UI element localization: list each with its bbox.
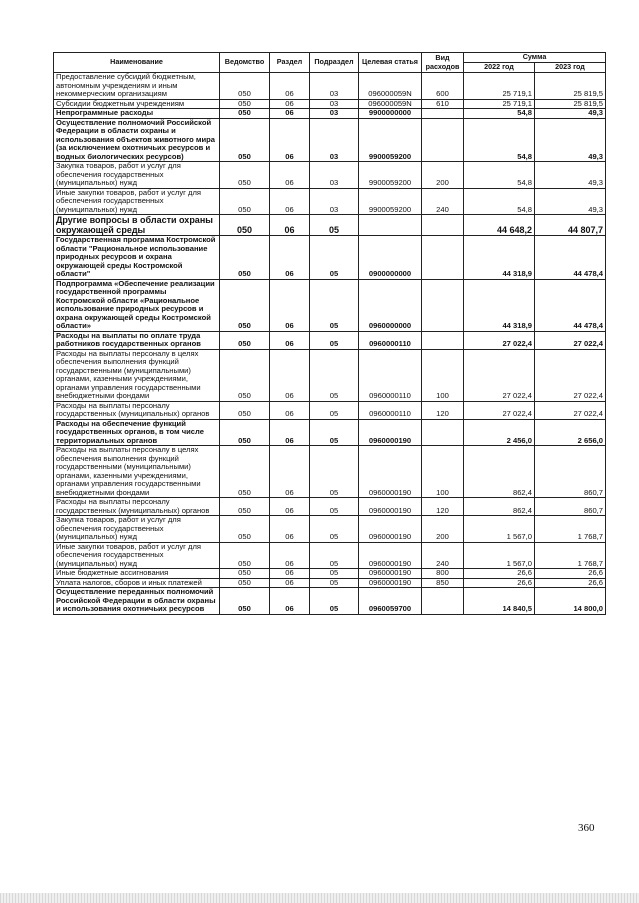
header-2022: 2022 год [464, 63, 535, 73]
table-row [54, 109, 606, 119]
row-target: 9900059200 [359, 162, 422, 189]
row-sum-2023: 1 768,7 [535, 542, 606, 569]
row-target: 0960000190 [359, 569, 422, 579]
row-razdel: 06 [270, 109, 310, 119]
row-vedomstvo: 050 [220, 349, 270, 401]
row-vedomstvo: 050 [220, 578, 270, 588]
row-target: 0960000190 [359, 446, 422, 498]
row-vedomstvo: 050 [220, 162, 270, 189]
row-sum-2023: 860,7 [535, 498, 606, 516]
row-target: 0960059700 [359, 588, 422, 615]
row-sum-2022: 54,8 [464, 118, 535, 162]
row-sum-2022: 44 318,9 [464, 279, 535, 331]
row-name: Закупка товаров, работ и услуг для обеспечения государственных (муниципальных) нужд [54, 162, 220, 189]
row-sum-2023: 2 656,0 [535, 419, 606, 446]
row-podrazdel: 05 [310, 588, 359, 615]
header-razdel: Раздел [270, 53, 310, 73]
row-podrazdel: 05 [310, 279, 359, 331]
row-name: Государственная программа Костромской области "Рациональное использование природных ресурсов и охрана окружающей среды Костромской области" [54, 236, 220, 280]
row-vid: 800 [422, 569, 464, 579]
header-vedomstvo: Ведомство [220, 53, 270, 73]
row-sum-2023: 49,3 [535, 162, 606, 189]
row-sum-2022: 25 719,1 [464, 73, 535, 100]
table-row [54, 419, 606, 446]
row-name: Расходы на выплаты персоналу в целях обеспечения выполнения функций государственными (муниципальными) органами, казенными учреждениями, органами управления государственными внебюджетными фондами [54, 349, 220, 401]
row-sum-2023: 49,3 [535, 118, 606, 162]
row-target: 9900059200 [359, 188, 422, 215]
row-razdel: 06 [270, 401, 310, 419]
row-razdel: 06 [270, 578, 310, 588]
row-podrazdel: 05 [310, 446, 359, 498]
row-podrazdel: 05 [310, 419, 359, 446]
row-vid: 100 [422, 349, 464, 401]
header-target: Целевая статья [359, 53, 422, 73]
row-razdel: 06 [270, 99, 310, 109]
table-row [54, 569, 606, 579]
row-vid: 240 [422, 542, 464, 569]
row-sum-2022: 26,6 [464, 569, 535, 579]
row-target: 9900059200 [359, 118, 422, 162]
row-sum-2023: 44 478,4 [535, 236, 606, 280]
row-vedomstvo: 050 [220, 516, 270, 543]
row-vid: 120 [422, 401, 464, 419]
row-sum-2023: 25 819,5 [535, 99, 606, 109]
row-target: 9900000000 [359, 109, 422, 119]
row-razdel: 06 [270, 588, 310, 615]
row-vedomstvo: 050 [220, 188, 270, 215]
row-vedomstvo: 050 [220, 99, 270, 109]
table-row [54, 236, 606, 280]
row-vedomstvo: 050 [220, 419, 270, 446]
row-razdel: 06 [270, 118, 310, 162]
row-sum-2023: 14 800,0 [535, 588, 606, 615]
row-razdel: 06 [270, 349, 310, 401]
header-podrazdel: Подраздел [310, 53, 359, 73]
row-sum-2022: 25 719,1 [464, 99, 535, 109]
row-razdel: 06 [270, 516, 310, 543]
row-name: Иные закупки товаров, работ и услуг для обеспечения государственных (муниципальных) нужд [54, 188, 220, 215]
row-vedomstvo: 050 [220, 279, 270, 331]
row-sum-2022: 44 318,9 [464, 236, 535, 280]
table-row [54, 446, 606, 498]
table-row [54, 118, 606, 162]
row-name: Расходы на обеспечение функций государственных органов, в том числе территориальных органов [54, 419, 220, 446]
row-name: Субсидии бюджетным учреждениям [54, 99, 220, 109]
row-sum-2022: 14 840,5 [464, 588, 535, 615]
row-vedomstvo: 050 [220, 588, 270, 615]
row-vedomstvo: 050 [220, 331, 270, 349]
row-sum-2022: 27 022,4 [464, 349, 535, 401]
row-sum-2023: 27 022,4 [535, 401, 606, 419]
row-vedomstvo: 050 [220, 236, 270, 280]
row-sum-2023: 27 022,4 [535, 349, 606, 401]
table-row [54, 498, 606, 516]
row-sum-2022: 27 022,4 [464, 401, 535, 419]
row-name: Предоставление субсидий бюджетным, автономным учреждениям и иным некоммерческим организациям [54, 73, 220, 100]
scan-edge [0, 893, 639, 903]
row-target: 0960000190 [359, 516, 422, 543]
row-sum-2023: 25 819,5 [535, 73, 606, 100]
row-target: 0960000190 [359, 419, 422, 446]
table-row [54, 401, 606, 419]
row-razdel: 06 [270, 188, 310, 215]
row-podrazdel: 05 [310, 569, 359, 579]
row-podrazdel: 05 [310, 578, 359, 588]
row-name: Осуществление переданных полномочий Российской Федерации в области охраны и использования охотничьих ресурсов [54, 588, 220, 615]
row-razdel: 06 [270, 569, 310, 579]
row-name: Уплата налогов, сборов и иных платежей [54, 578, 220, 588]
row-name: Расходы на выплаты персоналу государственных (муниципальных) органов [54, 498, 220, 516]
row-sum-2023: 860,7 [535, 446, 606, 498]
row-sum-2022: 862,4 [464, 446, 535, 498]
row-razdel: 06 [270, 215, 310, 236]
row-podrazdel: 03 [310, 99, 359, 109]
row-vid: 200 [422, 516, 464, 543]
row-sum-2023: 49,3 [535, 188, 606, 215]
table-row [54, 215, 606, 236]
row-vid [422, 109, 464, 119]
row-podrazdel: 03 [310, 162, 359, 189]
row-sum-2023: 1 768,7 [535, 516, 606, 543]
row-podrazdel: 05 [310, 236, 359, 280]
row-name: Расходы на выплаты по оплате труда работников государственных органов [54, 331, 220, 349]
row-sum-2023: 44 478,4 [535, 279, 606, 331]
row-podrazdel: 05 [310, 349, 359, 401]
table-row [54, 279, 606, 331]
row-target: 0960000110 [359, 349, 422, 401]
header-vid: Вид расходов [422, 53, 464, 73]
row-target: 0960000110 [359, 401, 422, 419]
row-vid [422, 279, 464, 331]
table-row [54, 73, 606, 100]
row-vid: 100 [422, 446, 464, 498]
row-vid: 200 [422, 162, 464, 189]
row-vid: 240 [422, 188, 464, 215]
row-vedomstvo: 050 [220, 542, 270, 569]
table-row [54, 588, 606, 615]
row-vid: 610 [422, 99, 464, 109]
table-row [54, 331, 606, 349]
table-row [54, 349, 606, 401]
row-podrazdel: 05 [310, 542, 359, 569]
row-vid [422, 419, 464, 446]
row-sum-2022: 54,8 [464, 162, 535, 189]
row-razdel: 06 [270, 279, 310, 331]
row-podrazdel: 03 [310, 118, 359, 162]
row-name: Другие вопросы в области охраны окружающей среды [54, 215, 220, 236]
row-razdel: 06 [270, 73, 310, 100]
row-razdel: 06 [270, 446, 310, 498]
row-target: 0960000190 [359, 578, 422, 588]
page-number: 360 [578, 822, 595, 834]
row-podrazdel: 03 [310, 73, 359, 100]
row-vedomstvo: 050 [220, 215, 270, 236]
row-name: Закупка товаров, работ и услуг для обеспечения государственных (муниципальных) нужд [54, 516, 220, 543]
row-razdel: 06 [270, 331, 310, 349]
row-target: 0960000190 [359, 542, 422, 569]
row-sum-2023: 26,6 [535, 578, 606, 588]
row-podrazdel: 03 [310, 188, 359, 215]
row-target: 0960000000 [359, 279, 422, 331]
row-vedomstvo: 050 [220, 109, 270, 119]
row-vedomstvo: 050 [220, 569, 270, 579]
row-vedomstvo: 050 [220, 118, 270, 162]
row-razdel: 06 [270, 542, 310, 569]
budget-table-page [53, 52, 605, 615]
row-name: Осуществление полномочий Российской Федерации в области охраны и использования объектов животного мира (за исключением охотничьих ресурсов и водных биологических ресурсов) [54, 118, 220, 162]
row-sum-2022: 27 022,4 [464, 331, 535, 349]
row-name: Расходы на выплаты персоналу государственных (муниципальных) органов [54, 401, 220, 419]
row-vid [422, 331, 464, 349]
row-razdel: 06 [270, 236, 310, 280]
row-sum-2023: 27 022,4 [535, 331, 606, 349]
row-vedomstvo: 050 [220, 401, 270, 419]
row-sum-2022: 1 567,0 [464, 516, 535, 543]
table-row [54, 188, 606, 215]
row-target [359, 215, 422, 236]
row-name: Иные закупки товаров, работ и услуг для обеспечения государственных (муниципальных) нужд [54, 542, 220, 569]
row-sum-2022: 1 567,0 [464, 542, 535, 569]
row-target: 096000059N [359, 73, 422, 100]
row-sum-2022: 26,6 [464, 578, 535, 588]
row-vid: 600 [422, 73, 464, 100]
row-razdel: 06 [270, 498, 310, 516]
row-target: 0900000000 [359, 236, 422, 280]
header-2023: 2023 год [535, 63, 606, 73]
row-podrazdel: 05 [310, 331, 359, 349]
row-podrazdel: 05 [310, 215, 359, 236]
row-sum-2022: 54,8 [464, 188, 535, 215]
header-sum: Сумма [464, 53, 606, 63]
table-row [54, 516, 606, 543]
row-vid: 120 [422, 498, 464, 516]
row-podrazdel: 05 [310, 401, 359, 419]
row-vid [422, 588, 464, 615]
row-vid [422, 118, 464, 162]
row-vid [422, 236, 464, 280]
row-target: 0960000110 [359, 331, 422, 349]
row-vid: 850 [422, 578, 464, 588]
row-sum-2023: 26,6 [535, 569, 606, 579]
row-podrazdel: 05 [310, 498, 359, 516]
row-sum-2023: 44 807,7 [535, 215, 606, 236]
header-name: Наименование [54, 53, 220, 73]
row-vedomstvo: 050 [220, 498, 270, 516]
table-row [54, 542, 606, 569]
row-vedomstvo: 050 [220, 446, 270, 498]
table-row [54, 162, 606, 189]
row-name: Расходы на выплаты персоналу в целях обеспечения выполнения функций государственными (муниципальными) органами, казенными учреждениями, органами управления государственными внебюджетными фондами [54, 446, 220, 498]
row-sum-2022: 44 648,2 [464, 215, 535, 236]
row-sum-2023: 49,3 [535, 109, 606, 119]
row-vid [422, 215, 464, 236]
table-body [54, 73, 606, 615]
row-name: Подпрограмма «Обеспечение реализации государственной программы Костромской области «Рациональное использование природных ресурсов и охрана окружающей среды Костромской области» [54, 279, 220, 331]
row-name: Непрограммные расходы [54, 109, 220, 119]
row-sum-2022: 2 456,0 [464, 419, 535, 446]
row-target: 0960000190 [359, 498, 422, 516]
row-sum-2022: 862,4 [464, 498, 535, 516]
row-vedomstvo: 050 [220, 73, 270, 100]
row-podrazdel: 03 [310, 109, 359, 119]
row-sum-2022: 54,8 [464, 109, 535, 119]
row-target: 096000059N [359, 99, 422, 109]
row-razdel: 06 [270, 419, 310, 446]
row-razdel: 06 [270, 162, 310, 189]
row-podrazdel: 05 [310, 516, 359, 543]
row-name: Иные бюджетные ассигнования [54, 569, 220, 579]
budget-table [53, 52, 606, 615]
